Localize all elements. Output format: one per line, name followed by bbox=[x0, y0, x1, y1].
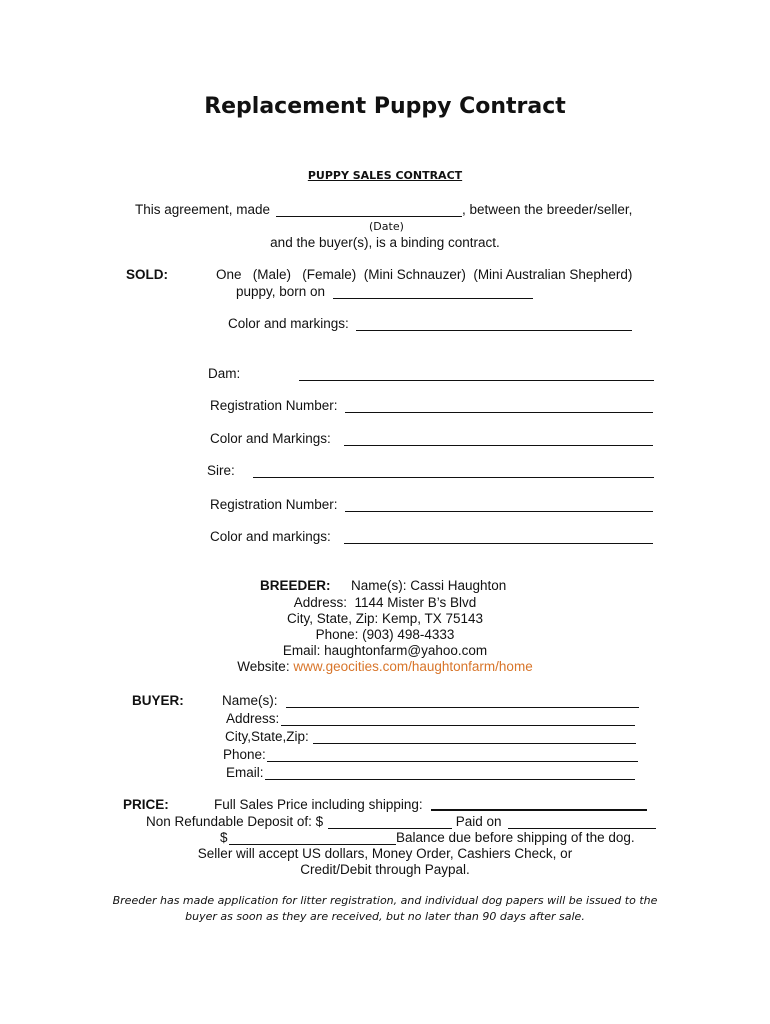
sold-color-label: Color and markings: bbox=[228, 316, 353, 331]
born-on-label: puppy, born on bbox=[236, 284, 329, 299]
breeder-city: City, State, Zip: Kemp, TX 75143 bbox=[286, 611, 484, 626]
buyer-email-field[interactable] bbox=[265, 779, 635, 780]
breeder-label: BREEDER: bbox=[260, 578, 331, 593]
paid-on-label: Paid on bbox=[452, 814, 506, 829]
agreement-prefix: This agreement, made bbox=[135, 202, 274, 217]
buyer-city-field[interactable] bbox=[313, 743, 636, 744]
balance-field[interactable] bbox=[229, 844, 396, 845]
deposit-label: Non Refundable Deposit of: $ bbox=[146, 814, 324, 829]
sire-registration-label: Registration Number: bbox=[210, 497, 342, 512]
dam-color-label: Color and Markings: bbox=[210, 431, 335, 446]
sold-color-field[interactable] bbox=[356, 330, 632, 331]
agreement-suffix: , between the breeder/seller, bbox=[462, 202, 633, 217]
buyer-phone-field[interactable] bbox=[267, 761, 638, 762]
website-link[interactable]: www.geocities.com/haughtonfarm/home bbox=[293, 659, 533, 674]
agreement-date-field[interactable] bbox=[276, 216, 462, 217]
sold-label: SOLD: bbox=[126, 267, 168, 282]
price-label: PRICE: bbox=[123, 797, 169, 812]
sire-registration-field[interactable] bbox=[345, 511, 653, 512]
breeder-website-line bbox=[0, 659, 770, 675]
website-label: Website: bbox=[237, 659, 294, 674]
dam-registration-label: Registration Number: bbox=[210, 398, 342, 413]
full-price-field[interactable] bbox=[431, 809, 647, 811]
sire-color-field[interactable] bbox=[344, 543, 653, 544]
dam-label: Dam: bbox=[208, 366, 241, 381]
sold-options: One (Male) (Female) (Mini Schnauzer) (Mini Australian Shepherd) bbox=[216, 267, 633, 282]
breeder-email: Email: haughtonfarm@yahoo.com bbox=[282, 643, 488, 658]
buyer-address-label: Address: bbox=[226, 711, 280, 726]
dam-color-field[interactable] bbox=[344, 445, 653, 446]
breeder-name: Name(s): Cassi Haughton bbox=[351, 578, 507, 593]
balance-label: Balance due before shipping of the dog. bbox=[396, 830, 635, 845]
payment-methods-line2: Credit/Debit through Paypal. bbox=[300, 862, 470, 877]
contract-subtitle: PUPPY SALES CONTRACT bbox=[307, 169, 463, 182]
dam-field[interactable] bbox=[299, 380, 654, 381]
sire-field[interactable] bbox=[253, 477, 654, 478]
buyer-address-field[interactable] bbox=[281, 725, 635, 726]
registration-note-line2: buyer as soon as they are received, but no later than 90 days after sale. bbox=[185, 910, 585, 923]
paid-on-field[interactable] bbox=[508, 828, 656, 829]
full-price-label: Full Sales Price including shipping: bbox=[214, 797, 427, 812]
breeder-address: Address: 1144 Mister B’s Blvd bbox=[293, 595, 477, 610]
sire-label: Sire: bbox=[207, 463, 235, 478]
buyer-name-field[interactable] bbox=[286, 707, 639, 708]
document-title: Replacement Puppy Contract bbox=[204, 94, 566, 119]
deposit-field[interactable] bbox=[328, 828, 452, 829]
buyer-email-label: Email: bbox=[226, 765, 264, 780]
registration-note-line1: Breeder has made application for litter registration, and individual dog papers will be issued to the bbox=[112, 894, 658, 907]
balance-dollar-sign: $ bbox=[220, 830, 228, 845]
agreement-line2: and the buyer(s), is a binding contract. bbox=[270, 235, 500, 250]
breeder-phone: Phone: (903) 498-4333 bbox=[315, 627, 455, 642]
date-caption: (Date) bbox=[369, 220, 404, 233]
dam-registration-field[interactable] bbox=[345, 412, 653, 413]
buyer-city-label: City,State,Zip: bbox=[225, 729, 309, 744]
sire-color-label: Color and markings: bbox=[210, 529, 335, 544]
payment-methods-line1: Seller will accept US dollars, Money Order, Cashiers Check, or bbox=[197, 846, 573, 861]
buyer-label: BUYER: bbox=[132, 693, 184, 708]
buyer-name-label: Name(s): bbox=[222, 693, 282, 708]
born-on-field[interactable] bbox=[333, 298, 533, 299]
buyer-phone-label: Phone: bbox=[223, 747, 266, 762]
